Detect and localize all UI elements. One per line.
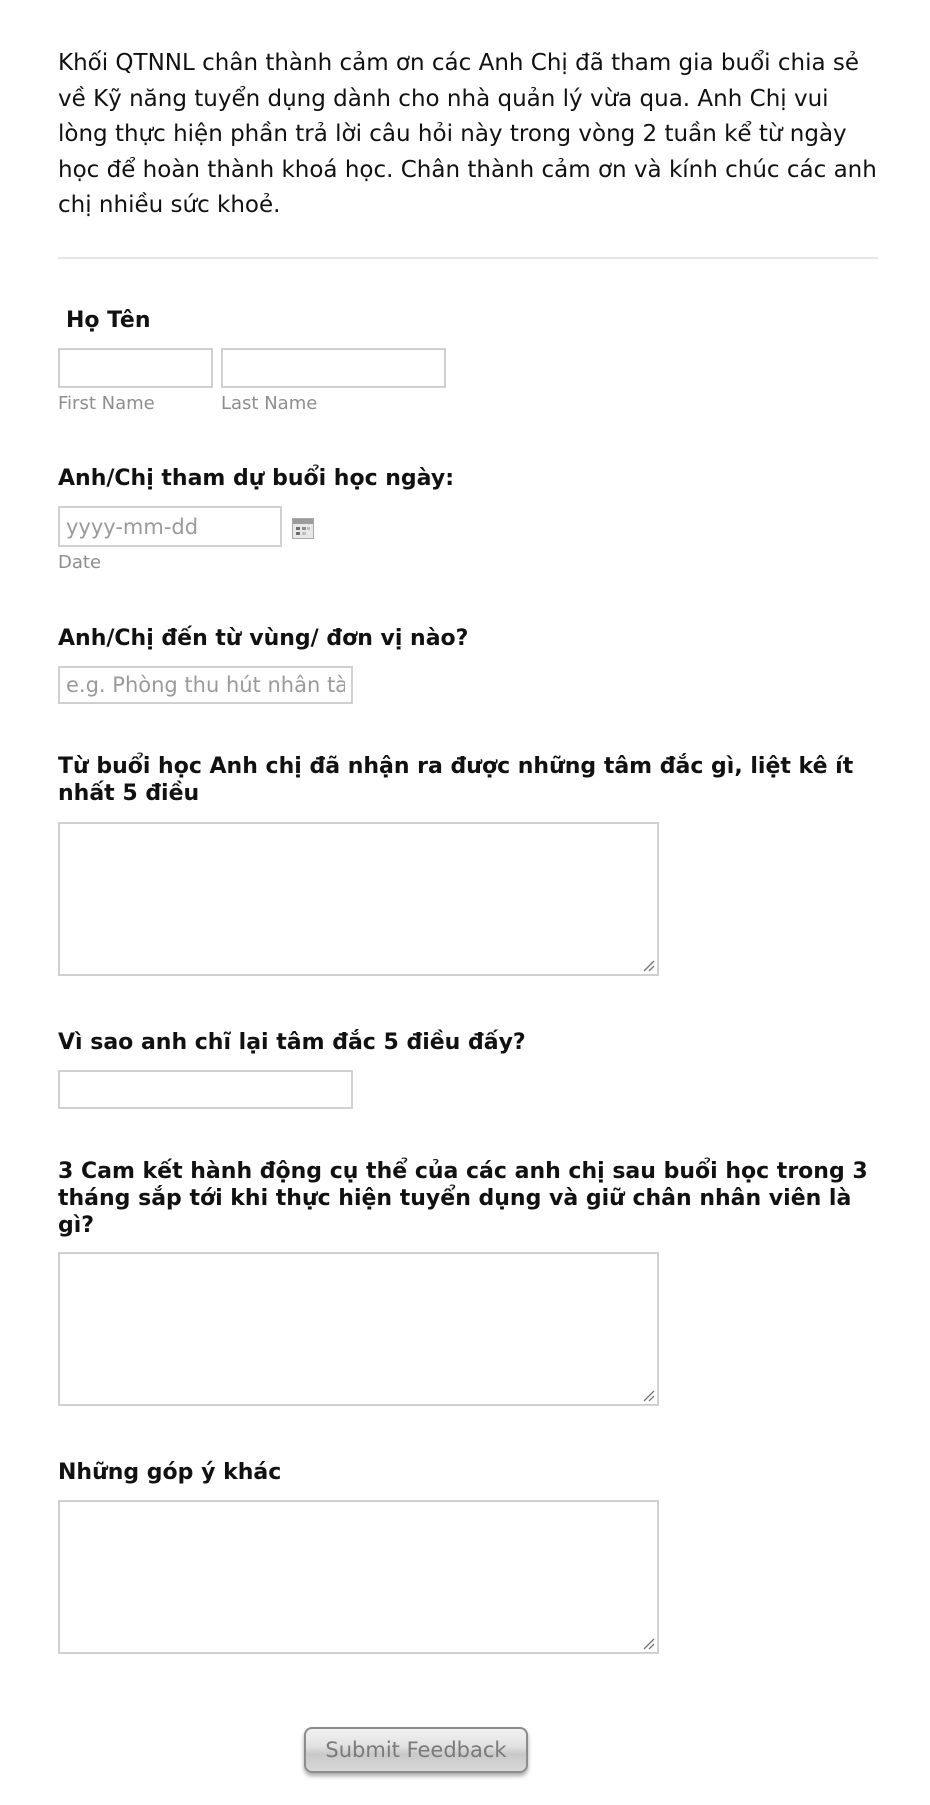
unit-input[interactable] (58, 666, 353, 704)
why-label: Vì sao anh chĩ lại tâm đắc 5 điều đấy? (58, 1030, 526, 1055)
other-feedback-textarea[interactable] (58, 1500, 659, 1654)
takeaways-textarea[interactable] (58, 822, 659, 976)
resize-handle-icon[interactable] (643, 1638, 655, 1650)
submit-feedback-button[interactable]: Submit Feedback (304, 1727, 528, 1773)
resize-handle-icon[interactable] (643, 960, 655, 972)
date-label: Anh/Chị tham dự buổi học ngày: (58, 466, 454, 491)
other-feedback-label: Những góp ý khác (58, 1460, 282, 1485)
resize-handle-icon[interactable] (643, 1390, 655, 1402)
takeaways-label: Từ buổi học Anh chị đã nhận ra được những tâm đắc gì, liệt kê ít nhất 5 điều (58, 754, 854, 806)
commitments-label: 3 Cam kết hành động cụ thể của các anh chị sau buổi học trong 3 tháng sắp tới khi thực hiện tuyển dụng và giữ chân nhân viên là gì? (58, 1159, 868, 1238)
date-input[interactable] (58, 506, 282, 547)
last-name-sublabel: Last Name (221, 393, 318, 414)
divider (58, 257, 878, 259)
unit-label: Anh/Chị đến từ vùng/ đơn vị nào? (58, 626, 469, 651)
calendar-icon[interactable] (292, 518, 314, 539)
last-name-input[interactable] (221, 348, 446, 388)
name-label: Họ Tên (66, 308, 151, 333)
commitments-textarea[interactable] (58, 1252, 659, 1406)
first-name-input[interactable] (58, 348, 213, 388)
intro-text: Khối QTNNL chân thành cảm ơn các Anh Chị đã tham gia buổi chia sẻ về Kỹ năng tuyển dụng dành cho nhà quản lý vừa qua. Anh Chị vui lòng thực hiện phần trả lời câu hỏi này trong vòng 2 tuần kể từ ngày học để hoàn thành khoá học. Chân thành cảm ơn và kính chúc các anh chị nhiều sức khoẻ. (58, 50, 877, 218)
feedback-form (58, 0, 878, 1805)
date-sublabel: Date (58, 552, 102, 573)
first-name-sublabel: First Name (58, 393, 155, 414)
why-input[interactable] (58, 1070, 353, 1109)
